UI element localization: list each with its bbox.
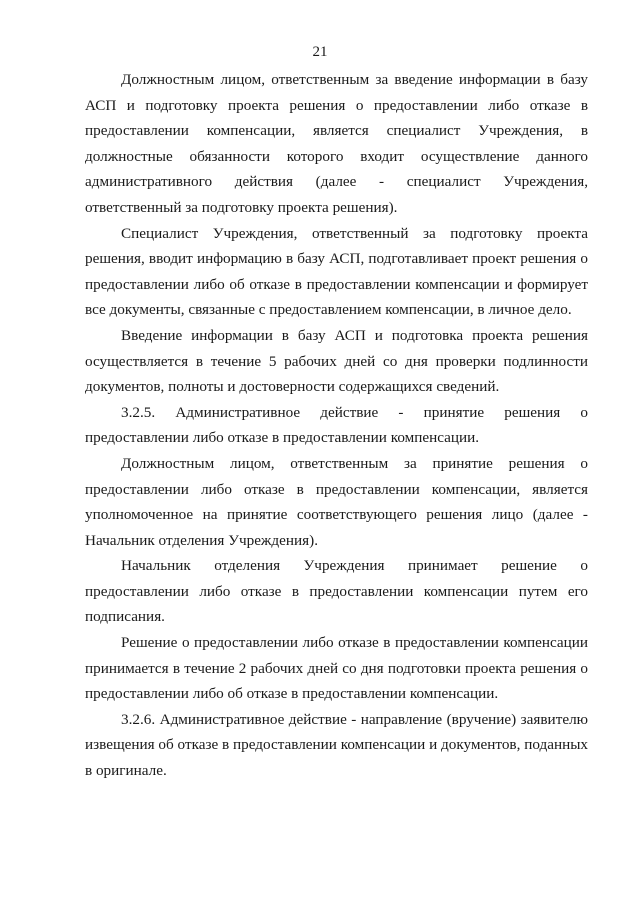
section-heading-paragraph: 3.2.6. Административное действие - направление (вручение) заявителю извещения об отказе в предоставлении компенсации и документов, поданных в оригинале. bbox=[85, 710, 588, 780]
page-number: 21 bbox=[312, 44, 328, 60]
paragraph: Введение информации в базу АСП и подготовка проекта решения осуществляется в течение 5 рабочих дней со дня проверки подлинности документов, полноты и достоверности содержащихся сведений. bbox=[85, 326, 588, 396]
section-heading-paragraph: 3.2.5. Административное действие - принятие решения о предоставлении либо отказе в предоставлении компенсации. bbox=[85, 403, 588, 447]
paragraph: Должностным лицом, ответственным за введение информации в базу АСП и подготовку проекта решения о предоставлении либо отказе в предоставлении компенсации, является специалист Учреждения, в должностные обязанности которого входит осуществление данного административного действия (далее - специалист Учреждения, ответственный за подготовку проекта решения). bbox=[85, 71, 588, 216]
paragraph: Специалист Учреждения, ответственный за подготовку проекта решения, вводит информацию в базу АСП, подготавливает проект решения о предоставлении либо об отказе в предоставлении компенсации и формирует все документы, связанные с предоставлением компенсации, в личное дело. bbox=[85, 224, 588, 319]
paragraph: Должностным лицом, ответственным за принятие решения о предоставлении либо отказе в предоставлении компенсации, является уполномоченное на принятие соответствующего решения лицо (далее - Начальник отделения Учреждения). bbox=[85, 454, 588, 549]
paragraph: Начальник отделения Учреждения принимает решение о предоставлении либо отказе в предоставлении компенсации путем его подписания. bbox=[85, 557, 588, 626]
paragraph: Решение о предоставлении либо отказе в предоставлении компенсации принимается в течение 2 рабочих дней со дня подготовки проекта решения о предоставлении либо об отказе в предоставлении компенсации. bbox=[85, 634, 588, 703]
document-body bbox=[85, 67, 588, 784]
